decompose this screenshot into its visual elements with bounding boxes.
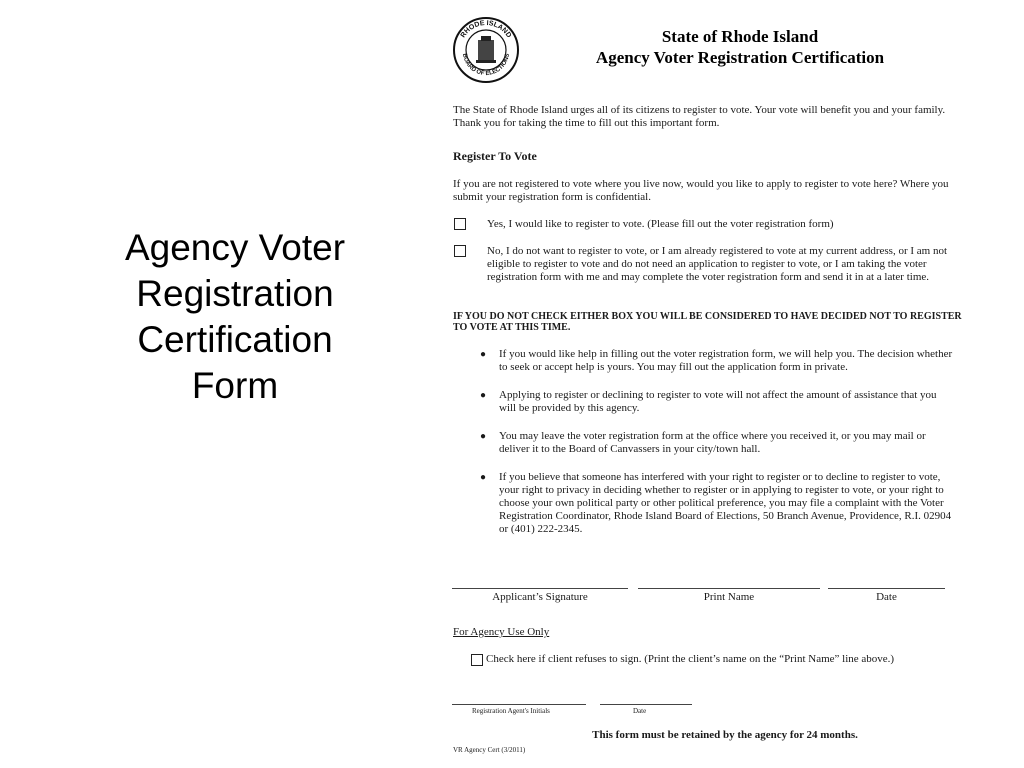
bullet-icon: ● [480, 349, 487, 360]
slide-title [100, 225, 370, 409]
slide-title-line-2: Registration [136, 273, 334, 314]
form-title-line-1: State of Rhode Island [661, 27, 819, 46]
print-name-label: Print Name [703, 591, 755, 603]
bullet-text: If you believe that someone has interfered with your right to register or to decline to register to vote, your right to privacy in deciding whether to register or in applying to register to vote, or your right to choose your own political party or other political preference, you may file a complaint with the Voter Registration Coordinator, Rhode Island Board of Elections, 50 Branch Avenue, Providence, R.I. 02904 or (401) 222-2345. [499, 471, 952, 535]
warning-text: IF YOU DO NOT CHECK EITHER BOX YOU WILL BE CONSIDERED TO HAVE DECIDED NOT TO REGISTER TO VOTE AT THIS TIME. [453, 311, 962, 333]
bullet-icon: ● [480, 431, 487, 442]
no-checkbox[interactable] [454, 245, 466, 257]
date-line[interactable] [828, 588, 945, 589]
agent-initials-line[interactable] [452, 704, 586, 705]
agent-date-line[interactable] [600, 704, 692, 705]
bullet-text: Applying to register or declining to register to vote will not affect the amount of assistance that you will be provided by this agency. [499, 389, 937, 414]
register-heading: Register To Vote [453, 149, 537, 163]
slide-title-line-3: Certification [137, 319, 333, 360]
bullet-text: You may leave the voter registration form at the office where you received it, or you may mail or deliver it to the Board of Canvassers in your city/town hall. [499, 430, 926, 455]
yes-checkbox[interactable] [454, 218, 466, 230]
form-title [560, 26, 920, 68]
option-yes-label: Yes, I would like to register to vote. (Please fill out the voter registration form) [487, 218, 834, 230]
slide-title-line-1: Agency Voter [124, 227, 346, 268]
date-label: Date [876, 591, 897, 603]
option-no-label: No, I do not want to register to vote, or I am already registered to vote at my current address, or I am not eligible to register to vote and do not need an application to register to vote, or I am taking the voter registration form with me and may complete the voter registration form and send it in at a later time. [487, 245, 948, 283]
print-name-line[interactable] [638, 588, 820, 589]
bullet-icon: ● [480, 390, 487, 401]
svg-text:RHODE ISLAND: RHODE ISLAND [459, 19, 513, 40]
intro-paragraph: The State of Rhode Island urges all of its citizens to register to vote. Your vote will benefit you and your family. Thank you for taking the time to fill out this important form. [453, 104, 946, 129]
form-code: VR Agency Cert (3/2011) [453, 746, 526, 754]
form-document [440, 0, 1024, 768]
signature-line[interactable] [452, 588, 628, 589]
refuse-checkbox[interactable] [471, 654, 483, 666]
bullet-icon: ● [480, 472, 487, 483]
svg-text:BOARD OF ELECTIONS: BOARD OF ELECTIONS [460, 53, 511, 78]
bullet-text: If you would like help in filling out the voter registration form, we will help you. The decision whether to seek or accept help is yours. You may fill out the application form in private. [499, 348, 953, 373]
agent-initials-label: Registration Agent's Initials [472, 707, 550, 715]
rhode-island-seal-icon [452, 16, 520, 84]
register-question: If you are not registered to vote where you live now, would you like to apply to register to vote here? Where you submit your registration form is confidential. [453, 178, 949, 203]
slide-title-line-4: Form [191, 365, 279, 406]
agent-date-label: Date [633, 707, 647, 715]
form-title-line-2: Agency Voter Registration Certification [595, 48, 885, 67]
refuse-label: Check here if client refuses to sign. (Print the client’s name on the “Print Name” line above.) [486, 653, 895, 665]
retention-note: This form must be retained by the agency for 24 months. [592, 729, 858, 741]
signature-label: Applicant’s Signature [492, 591, 588, 603]
agency-use-heading: For Agency Use Only [453, 626, 550, 638]
